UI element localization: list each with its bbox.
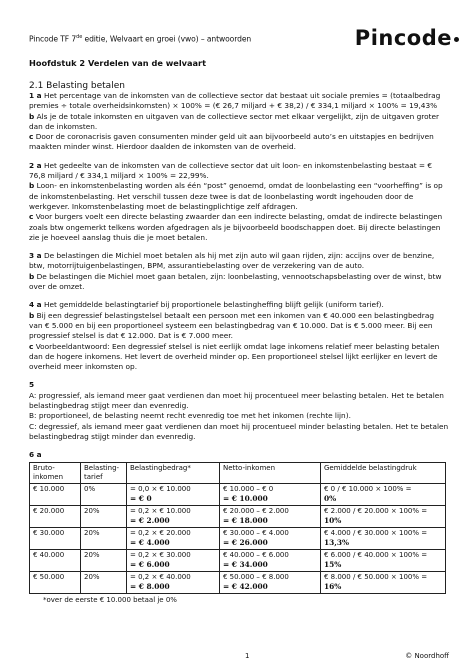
cell-druk: € 4.000 / € 30.000 × 100% = 13,3% — [321, 527, 446, 549]
question-6: 6 a Bruto- inkomen Belasting- tarief Belastingbedrag* Netto-inkomen Gemiddelde belastingdruk € 10.000 0% = 0,0 × € 10.000 = € 0 € 10.000 – € 0 = € 10.000 € 0 / € 10.000 × 100% = 0% € 20.000 20% = 0,2 × € 10.000 = € 2.000 € 20.000 – € 2.000 = € 18.000 € 2.000 / € 20.000 × 100% = 10% € 30.000 20% = 0,2 × € 20.000 = € 4.000 € 30.000 – € 4.000 = € 26.000 € 4.000 / € 30.000 × 100% = 13,3% € 40.000 20% = 0,2 × € 30.000 = € 6.000 € 40.000 – € 6.000 = € 34.000 € 6.000 / € 40.000 × 100% = 15% € 50.000 20% = 0,2 × € 40.000 = € 8.000 € 50.000 – € 8.000 = € 42.000 € 8.000 / € 50.000 × 100% = 16% *over de eerste € 10.000 betaal je 0% — [29, 450, 449, 603]
cell-belastingbedrag: = 0,2 × € 10.000 = € 2.000 — [127, 505, 220, 527]
cell-belastingbedrag: = 0,2 × € 40.000 = € 8.000 — [127, 571, 220, 593]
cell-belastingbedrag: = 0,2 × € 30.000 = € 6.000 — [127, 549, 220, 571]
table-row — [30, 571, 446, 593]
question-3: 3 a De belastingen die Michiel moet betalen als hij met zijn auto wil gaan rijden, zijn: accijns over de benzine, btw, motorrijtuigenbelastingen, BPM, assurantiebelasting over de verzekering van de auto. b De belastingen die Michiel moet gaan betalen, zijn: loonbelasting, vennootschapsbelasting over de winst, btw over de omzet. — [29, 251, 442, 292]
cell-bruto: € 40.000 — [30, 549, 81, 571]
document-page — [29, 14, 452, 604]
column-header-belastingbedrag: Belastingbedrag* — [127, 462, 220, 483]
cell-bruto: € 10.000 — [30, 483, 81, 505]
column-header-bruto: Bruto- inkomen — [30, 462, 81, 483]
table-row — [30, 483, 446, 505]
logo-dot-icon — [454, 37, 459, 42]
column-header-netto: Netto-inkomen — [220, 462, 321, 483]
cell-netto: € 30.000 – € 4.000 = € 26.000 — [220, 527, 321, 549]
cell-druk: € 0 / € 10.000 × 100% = 0% — [321, 483, 446, 505]
table-header-row — [30, 462, 446, 483]
cell-tarief: 20% — [81, 505, 127, 527]
cell-druk: € 2.000 / € 20.000 × 100% = 10% — [321, 505, 446, 527]
tax-table — [29, 462, 446, 594]
cell-netto: € 50.000 – € 8.000 = € 42.000 — [220, 571, 321, 593]
pincode-logo: Pincode — [355, 26, 459, 50]
cell-druk: € 8.000 / € 50.000 × 100% = 16% — [321, 571, 446, 593]
table-row — [30, 527, 446, 549]
page-header — [29, 14, 452, 54]
cell-netto: € 10.000 – € 0 = € 10.000 — [220, 483, 321, 505]
table-row — [30, 505, 446, 527]
cell-belastingbedrag: = 0,0 × € 10.000 = € 0 — [127, 483, 220, 505]
chapter-title: Hoofdstuk 2 Verdelen van de welvaart — [29, 58, 206, 68]
section-title: 2.1 Belasting betalen — [29, 81, 125, 91]
copyright-notice: © Noordhoff — [405, 652, 449, 660]
cell-tarief: 20% — [81, 571, 127, 593]
cell-bruto: € 50.000 — [30, 571, 81, 593]
cell-tarief: 0% — [81, 483, 127, 505]
column-header-druk: Gemiddelde belastingdruk — [321, 462, 446, 483]
cell-bruto: € 30.000 — [30, 527, 81, 549]
column-header-tarief: Belasting- tarief — [81, 462, 127, 483]
question-4: 4 a Het gemiddelde belastingtarief bij proportionele belastingheffing blijft gelijk (uniform tarief). b Bij een degressief belastingstelsel betaalt een persoon met een inkomen van € 40.000 een belastingbedrag van € 5.000 en bij een proportioneel systeem een belastingbedrag van € 10.000. Dat is € 5.000 meer. Bij een progressief stelsel is dat € 12.000. Dat is € 7.000 meer. c Voorbeeldantwoord: Een degressief stelsel is niet eerlijk omdat lage inkomens relatief meer belasting betalen dan de hogere inkomens. Het levert de overheid minder op. Een proportioneel stelsel lijkt eerlijker en levert de overheid meer inkomsten op. — [29, 300, 440, 372]
cell-netto: € 40.000 – € 6.000 = € 34.000 — [220, 549, 321, 571]
cell-belastingbedrag: = 0,2 × € 20.000 = € 4.000 — [127, 527, 220, 549]
cell-tarief: 20% — [81, 549, 127, 571]
question-1: 1 a Het percentage van de inkomsten van de collectieve sector dat bestaat uit sociale premies = (totaalbedrag premies ÷ totale overheidsinkomsten) × 100% = (€ 26,7 miljard + € 38,2) / € 334,1 miljard × 100% = 19,43% b Als je de totale inkomsten en uitgaven van de collectieve sector met elkaar vergelijkt, zijn de uitgaven groter dan de inkomsten. c Door de coronacrisis gaven consumenten minder geld uit aan bijvoorbeeld auto’s en uitstapjes en bedrijven maakten minder winst. Hierdoor daalden de inkomsten van de overheid. — [29, 91, 441, 152]
cell-bruto: € 20.000 — [30, 505, 81, 527]
cell-tarief: 20% — [81, 527, 127, 549]
header-title: Pincode TF 7de editie, Welvaart en groei (vwo) – antwoorden — [29, 34, 252, 44]
cell-netto: € 20.000 – € 2.000 = € 18.000 — [220, 505, 321, 527]
cell-druk: € 6.000 / € 40.000 × 100% = 15% — [321, 549, 446, 571]
question-5: 5 A: progressief, als iemand meer gaat verdienen dan moet hij procentueel meer belasting betalen. Het te betalen belastingbedrag stijgt meer dan evenredig. B: proportioneel, de belasting neemt recht evenredig toe met het inkomen (rechte lijn). C: degressief, als iemand meer gaat verdienen dan moet hij procentueel minder belasting betalen. Het te betalen belastingbedrag stijgt minder dan evenredig. — [29, 380, 449, 441]
table-row — [30, 549, 446, 571]
page-number: 1 — [245, 652, 250, 660]
table-footnote: *over de eerste € 10.000 betaal je 0% — [43, 595, 177, 604]
question-2: 2 a Het gedeelte van de inkomsten van de collectieve sector dat uit loon- en inkomstenbelasting bestaat = € 76,8 miljard / € 334,1 miljard × 100% = 22,99%. b Loon- en inkomstenbelasting worden als één “post” genoemd, omdat de loonbelasting een “voorheffing” is op de inkomstenbelasting. Het verschil tussen deze twee is dat de loonbelasting wordt ingehouden door de werkgever. Inkomstenbelasting moet de belastingplichtige zelf afdragen. c Voor burgers voelt een directe belasting zwaarder dan een indirecte belasting, omdat de indirecte belastingen zoals btw ongemerkt telkens worden afgedragen als je bijvoorbeeld boodschappen doet. Bij directe belastingen zie je hoeveel aanslag thuis die je moet betalen. — [29, 160, 443, 242]
